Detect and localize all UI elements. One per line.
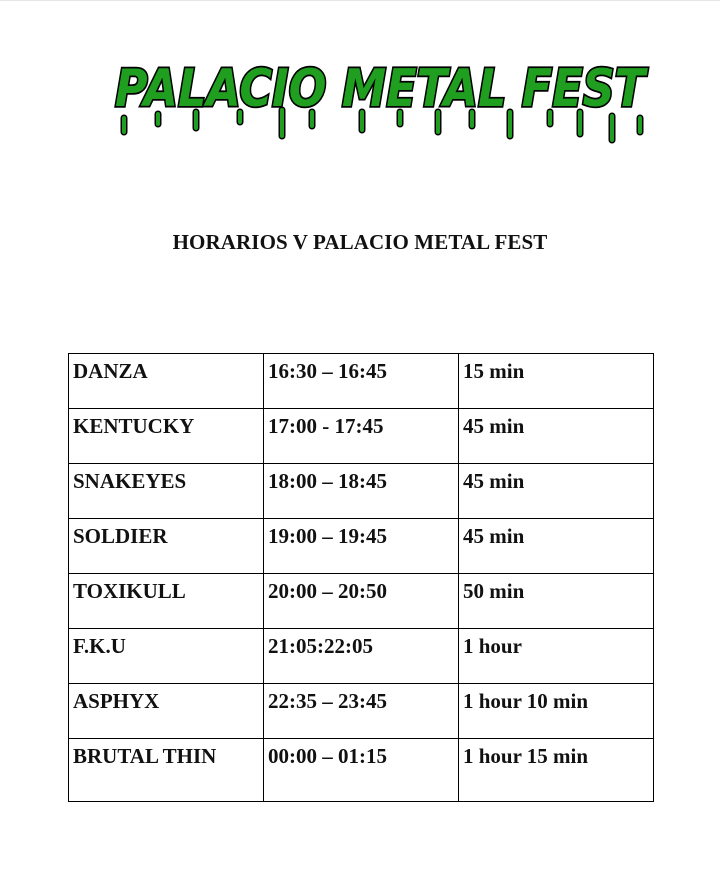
- band-name-cell: SNAKEYES: [69, 464, 264, 519]
- band-name-cell: SOLDIER: [69, 519, 264, 574]
- logo-wordmark: PALACIO METAL FEST: [115, 59, 649, 119]
- table-row: [69, 574, 654, 629]
- band-name-cell: DANZA: [69, 354, 264, 409]
- table-row: [69, 409, 654, 464]
- band-name-cell: KENTUCKY: [69, 409, 264, 464]
- table-row: [69, 464, 654, 519]
- duration-cell: 15 min: [459, 354, 654, 409]
- duration-cell: 1 hour 10 min: [459, 684, 654, 739]
- duration-cell: 1 hour: [459, 629, 654, 684]
- festival-logo-graphic: [100, 40, 660, 150]
- table-row: [69, 629, 654, 684]
- time-slot-cell: 22:35 – 23:45: [264, 684, 459, 739]
- duration-cell: 45 min: [459, 519, 654, 574]
- table-row: [69, 684, 654, 739]
- band-name-cell: F.K.U: [69, 629, 264, 684]
- band-name-cell: ASPHYX: [69, 684, 264, 739]
- time-slot-cell: 19:00 – 19:45: [264, 519, 459, 574]
- duration-cell: 50 min: [459, 574, 654, 629]
- time-slot-cell: 16:30 – 16:45: [264, 354, 459, 409]
- time-slot-cell: 00:00 – 01:15: [264, 739, 459, 802]
- schedule-table: [68, 353, 654, 802]
- table-row: [69, 519, 654, 574]
- time-slot-cell: 18:00 – 18:45: [264, 464, 459, 519]
- duration-cell: 45 min: [459, 464, 654, 519]
- document-title: HORARIOS V PALACIO METAL FEST: [172, 230, 548, 254]
- time-slot-cell: 20:00 – 20:50: [264, 574, 459, 629]
- page-top-edge: [0, 0, 720, 1]
- time-slot-cell: 17:00 - 17:45: [264, 409, 459, 464]
- band-name-cell: TOXIKULL: [69, 574, 264, 629]
- table-row: [69, 354, 654, 409]
- table-row: [69, 739, 654, 802]
- duration-cell: 1 hour 15 min: [459, 739, 654, 802]
- time-slot-cell: 21:05:22:05: [264, 629, 459, 684]
- festival-logo: [100, 40, 660, 150]
- band-name-cell: BRUTAL THIN: [69, 739, 264, 802]
- duration-cell: 45 min: [459, 409, 654, 464]
